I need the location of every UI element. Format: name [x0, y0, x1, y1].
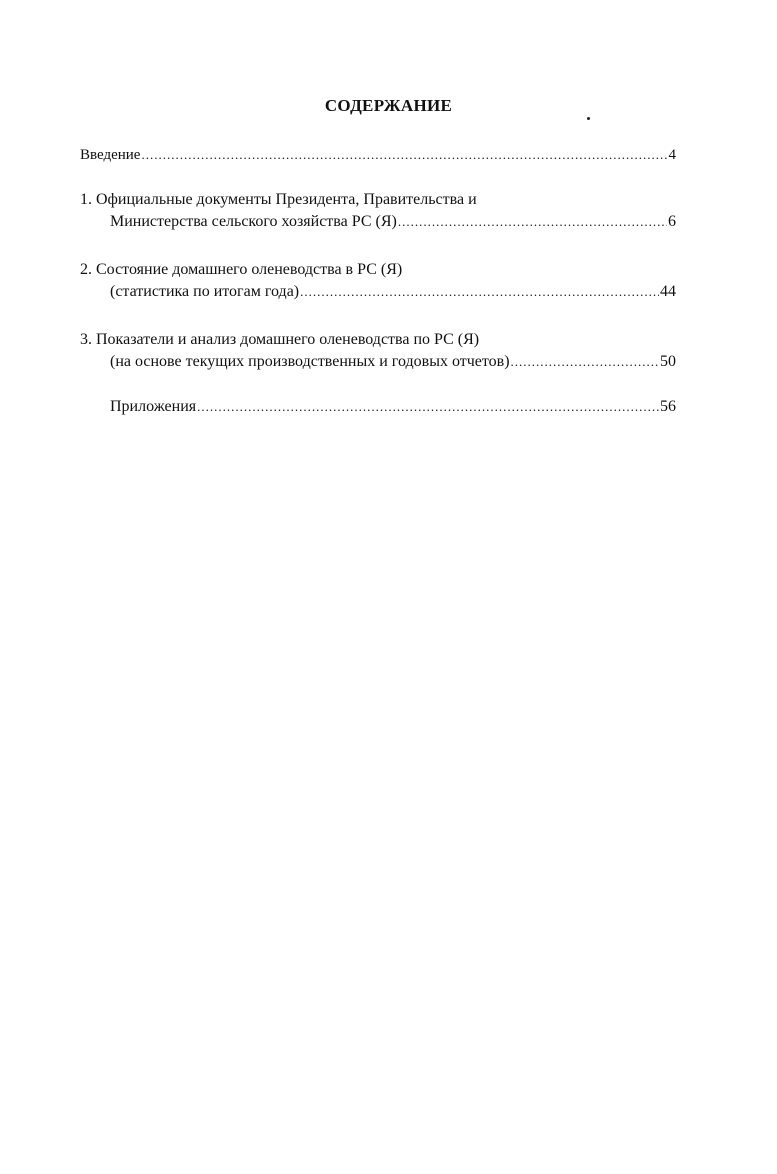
toc-entry-heading: 3. Показатели и анализ домашнего оленеводства по РС (Я) — [80, 331, 480, 348]
toc-page-number: 6 — [668, 213, 676, 230]
toc-page-number: 56 — [660, 398, 676, 415]
toc-page-number: 50 — [660, 353, 676, 370]
toc-entry-3 — [80, 329, 676, 373]
toc-entry-label: Приложения — [110, 398, 197, 415]
toc-entry-label: Введение — [80, 147, 141, 163]
toc-page-number: 44 — [660, 283, 676, 300]
dot-leader — [511, 351, 659, 373]
toc-entry-label: Министерства сельского хозяйства РС (Я) — [110, 213, 397, 230]
toc-entry-heading: 1. Официальные документы Президента, Правительства и — [80, 191, 477, 208]
dot-leader — [141, 144, 667, 166]
toc-entry-introduction — [80, 144, 676, 166]
toc-entry-label: (статистика по итогам года) — [110, 283, 300, 300]
dot-leader — [197, 396, 659, 418]
table-of-contents — [80, 140, 676, 418]
dot-leader — [398, 211, 667, 233]
page-title: СОДЕРЖАНИЕ — [324, 96, 453, 115]
scan-speck — [587, 117, 590, 120]
toc-entry-2 — [80, 259, 676, 303]
toc-line — [80, 396, 676, 418]
toc-line — [80, 351, 676, 373]
toc-entry-appendices — [80, 396, 676, 418]
toc-entry-1 — [80, 189, 676, 233]
toc-line — [80, 281, 676, 303]
toc-page-number: 4 — [668, 147, 676, 163]
toc-entry-label: (на основе текущих производственных и годовых отчетов) — [110, 353, 510, 370]
toc-line — [80, 144, 676, 166]
dot-leader — [300, 281, 659, 303]
toc-line — [80, 211, 676, 233]
toc-entry-heading: 2. Состояние домашнего оленеводства в РС (Я) — [80, 261, 403, 278]
